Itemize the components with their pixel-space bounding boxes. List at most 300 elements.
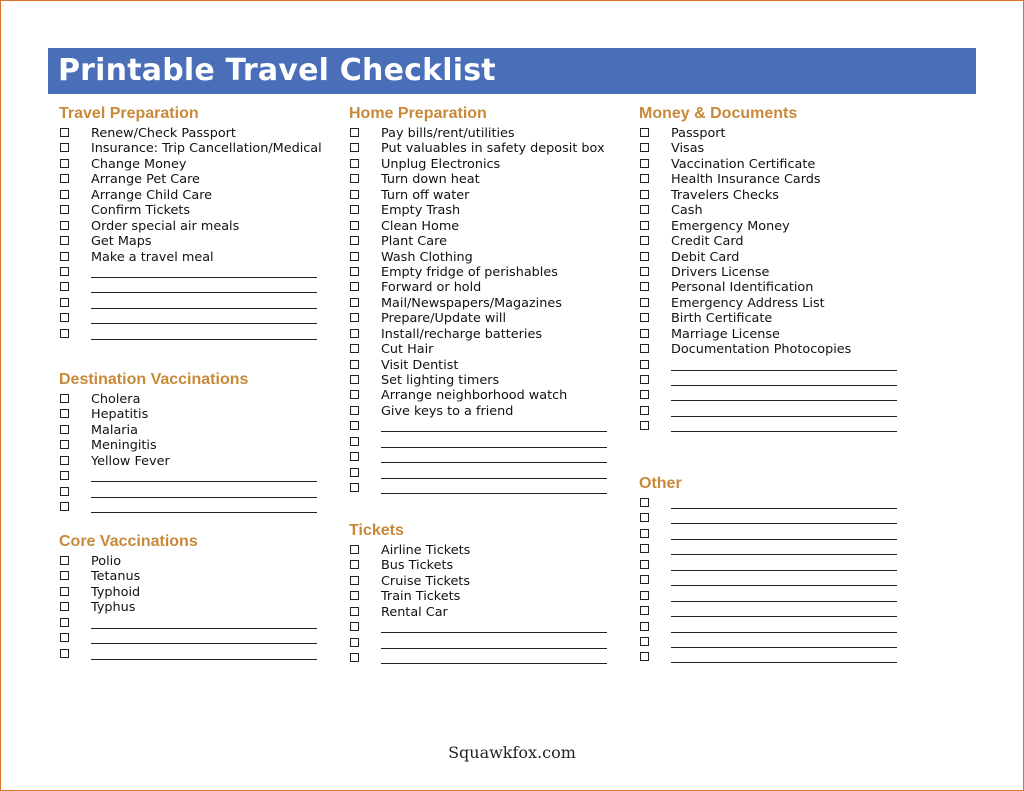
checklist-item bbox=[59, 250, 329, 265]
checklist-item bbox=[349, 466, 619, 481]
item-label: Credit Card bbox=[671, 234, 744, 250]
checkbox-icon[interactable] bbox=[640, 205, 649, 214]
item-label: Drivers License bbox=[671, 264, 770, 280]
checkbox-icon[interactable] bbox=[60, 602, 69, 611]
checklist-item bbox=[349, 450, 619, 465]
checklist-item bbox=[349, 373, 619, 388]
checklist-item bbox=[59, 126, 329, 141]
checklist-item bbox=[59, 280, 329, 295]
blank-write-line[interactable] bbox=[671, 385, 897, 386]
checklist-item bbox=[349, 157, 619, 172]
checkbox-icon[interactable] bbox=[640, 190, 649, 199]
checklist-item bbox=[349, 651, 619, 666]
checklist-item bbox=[349, 605, 619, 620]
item-label: Forward or hold bbox=[381, 280, 482, 296]
blank-write-line[interactable] bbox=[671, 647, 897, 648]
checkbox-icon[interactable] bbox=[60, 143, 69, 152]
checkbox-icon[interactable] bbox=[60, 159, 69, 168]
checkbox-icon[interactable] bbox=[640, 221, 649, 230]
section-destination-vaccinations bbox=[59, 369, 329, 516]
checkbox-icon[interactable] bbox=[350, 406, 359, 415]
checkbox-icon[interactable] bbox=[350, 267, 359, 276]
blank-write-line[interactable] bbox=[381, 663, 607, 664]
blank-write-line[interactable] bbox=[671, 585, 897, 586]
checkbox-icon[interactable] bbox=[60, 633, 69, 642]
checklist-item bbox=[639, 620, 909, 635]
checkbox-icon[interactable] bbox=[640, 575, 649, 584]
item-label: Cash bbox=[671, 203, 703, 219]
checklist-item bbox=[639, 589, 909, 604]
checklist bbox=[639, 496, 909, 666]
item-label: Documentation Photocopies bbox=[671, 342, 852, 358]
checkbox-icon[interactable] bbox=[640, 313, 649, 322]
section-heading: Travel Preparation bbox=[59, 105, 199, 122]
checkbox-icon[interactable] bbox=[350, 344, 359, 353]
checklist-item bbox=[639, 234, 909, 249]
checklist-item bbox=[639, 635, 909, 650]
checkbox-icon[interactable] bbox=[350, 221, 359, 230]
item-label: Emergency Address List bbox=[671, 295, 825, 311]
blank-write-line[interactable] bbox=[381, 447, 607, 448]
checkbox-icon[interactable] bbox=[60, 252, 69, 261]
checklist-item bbox=[349, 358, 619, 373]
section-heading: Home Preparation bbox=[349, 105, 487, 122]
blank-write-line[interactable] bbox=[91, 308, 317, 309]
page-title: Printable Travel Checklist bbox=[58, 53, 496, 88]
checklist-item bbox=[59, 500, 329, 515]
checkbox-icon[interactable] bbox=[640, 329, 649, 338]
checklist-item bbox=[639, 511, 909, 526]
section-heading: Core Vaccinations bbox=[59, 533, 198, 550]
item-label: Turn off water bbox=[381, 187, 470, 203]
checkbox-icon[interactable] bbox=[640, 591, 649, 600]
item-label: Clean Home bbox=[381, 218, 460, 234]
checkbox-icon[interactable] bbox=[350, 375, 359, 384]
checklist-item bbox=[59, 392, 329, 407]
checklist-item bbox=[639, 296, 909, 311]
item-label: Give keys to a friend bbox=[381, 403, 514, 419]
checklist-item bbox=[639, 327, 909, 342]
checklist-item bbox=[349, 188, 619, 203]
checkbox-icon[interactable] bbox=[60, 587, 69, 596]
item-label: Arrange neighborhood watch bbox=[381, 388, 568, 404]
checklist-item bbox=[349, 172, 619, 187]
checklist-item bbox=[639, 358, 909, 373]
checklist-item bbox=[639, 250, 909, 265]
checklist-item bbox=[59, 454, 329, 469]
item-label: Marriage License bbox=[671, 326, 780, 342]
section-heading: Money & Documents bbox=[639, 105, 798, 122]
blank-write-line[interactable] bbox=[91, 628, 317, 629]
checkbox-icon[interactable] bbox=[350, 390, 359, 399]
checklist-item bbox=[349, 234, 619, 249]
blank-write-line[interactable] bbox=[671, 370, 897, 371]
checkbox-icon[interactable] bbox=[350, 360, 359, 369]
section-travel-preparation bbox=[59, 103, 329, 342]
checklist-item bbox=[59, 188, 329, 203]
checkbox-icon[interactable] bbox=[350, 638, 359, 647]
checklist-item bbox=[349, 327, 619, 342]
checklist-item bbox=[349, 311, 619, 326]
checkbox-icon[interactable] bbox=[640, 298, 649, 307]
checkbox-icon[interactable] bbox=[640, 390, 649, 399]
checklist-item bbox=[639, 126, 909, 141]
item-label: Empty fridge of perishables bbox=[381, 264, 558, 280]
checkbox-icon[interactable] bbox=[640, 498, 649, 507]
blank-write-line[interactable] bbox=[381, 462, 607, 463]
checklist-item bbox=[349, 481, 619, 496]
checklist-item bbox=[349, 203, 619, 218]
checklist-item bbox=[349, 219, 619, 234]
checkbox-icon[interactable] bbox=[640, 375, 649, 384]
checklist-item bbox=[349, 589, 619, 604]
checkbox-icon[interactable] bbox=[350, 236, 359, 245]
checkbox-icon[interactable] bbox=[60, 190, 69, 199]
checkbox-icon[interactable] bbox=[350, 298, 359, 307]
checkbox-icon[interactable] bbox=[640, 174, 649, 183]
checkbox-icon[interactable] bbox=[350, 143, 359, 152]
checkbox-icon[interactable] bbox=[350, 653, 359, 662]
blank-write-line[interactable] bbox=[671, 523, 897, 524]
checkbox-icon[interactable] bbox=[350, 421, 359, 430]
blank-write-line[interactable] bbox=[381, 478, 607, 479]
checkbox-icon[interactable] bbox=[60, 425, 69, 434]
item-label: Meningitis bbox=[91, 438, 157, 454]
item-label: Cruise Tickets bbox=[381, 573, 470, 589]
section-money-documents bbox=[639, 103, 909, 435]
checklist-item bbox=[349, 342, 619, 357]
checklist-item bbox=[639, 650, 909, 665]
item-label: Airline Tickets bbox=[381, 543, 471, 558]
blank-write-line[interactable] bbox=[91, 323, 317, 324]
checkbox-icon[interactable] bbox=[60, 329, 69, 338]
section-heading: Tickets bbox=[349, 522, 404, 539]
footer-credit: Squawkfox.com bbox=[448, 743, 576, 762]
title-bar bbox=[48, 48, 976, 94]
checkbox-icon[interactable] bbox=[350, 252, 359, 261]
checkbox-icon[interactable] bbox=[60, 313, 69, 322]
blank-write-line[interactable] bbox=[381, 648, 607, 649]
checklist-item bbox=[639, 172, 909, 187]
checkbox-icon[interactable] bbox=[60, 409, 69, 418]
item-label: Plant Care bbox=[381, 234, 447, 250]
checkbox-icon[interactable] bbox=[60, 618, 69, 627]
item-label: Tetanus bbox=[91, 569, 141, 585]
checkbox-icon[interactable] bbox=[60, 440, 69, 449]
checkbox-icon[interactable] bbox=[60, 471, 69, 480]
checkbox-icon[interactable] bbox=[640, 159, 649, 168]
checkbox-icon[interactable] bbox=[60, 282, 69, 291]
item-label: Unplug Electronics bbox=[381, 156, 501, 172]
checklist-item bbox=[349, 620, 619, 635]
checklist-item bbox=[59, 585, 329, 600]
checkbox-icon[interactable] bbox=[60, 205, 69, 214]
checklist-item bbox=[59, 296, 329, 311]
section-other bbox=[639, 473, 909, 666]
checklist-item bbox=[639, 496, 909, 511]
item-label: Arrange Child Care bbox=[91, 187, 213, 203]
checklist-item bbox=[349, 574, 619, 589]
checkbox-icon[interactable] bbox=[60, 174, 69, 183]
checkbox-icon[interactable] bbox=[640, 267, 649, 276]
checklist-item bbox=[349, 141, 619, 156]
item-label: Wash Clothing bbox=[381, 249, 473, 265]
checkbox-icon[interactable] bbox=[640, 344, 649, 353]
checklist-item bbox=[639, 219, 909, 234]
checklist-item bbox=[59, 485, 329, 500]
checklist-item bbox=[639, 573, 909, 588]
item-label: Confirm Tickets bbox=[91, 203, 191, 219]
checklist-item bbox=[59, 172, 329, 187]
blank-write-line[interactable] bbox=[91, 643, 317, 644]
checkbox-icon[interactable] bbox=[640, 529, 649, 538]
checklist-item bbox=[349, 636, 619, 651]
checklist-item bbox=[59, 423, 329, 438]
checklist-item bbox=[59, 265, 329, 280]
checkbox-icon[interactable] bbox=[640, 282, 649, 291]
blank-write-line[interactable] bbox=[671, 508, 897, 509]
blank-write-line[interactable] bbox=[671, 400, 897, 401]
item-label: Visit Dentist bbox=[381, 357, 459, 373]
checklist-item bbox=[639, 188, 909, 203]
item-label: Malaria bbox=[91, 422, 138, 438]
item-label: Set lighting timers bbox=[381, 373, 500, 388]
blank-write-line[interactable] bbox=[381, 632, 607, 633]
checklist-item bbox=[59, 469, 329, 484]
checkbox-icon[interactable] bbox=[350, 128, 359, 137]
blank-write-line[interactable] bbox=[91, 277, 317, 278]
checklist bbox=[59, 392, 329, 516]
blank-write-line[interactable] bbox=[91, 292, 317, 293]
blank-write-line[interactable] bbox=[671, 616, 897, 617]
checklist-item bbox=[59, 141, 329, 156]
checklist-item bbox=[639, 388, 909, 403]
checklist-item bbox=[59, 219, 329, 234]
checklist-item bbox=[349, 543, 619, 558]
checklist-item bbox=[639, 342, 909, 357]
checkbox-icon[interactable] bbox=[60, 571, 69, 580]
item-label: Renew/Check Passport bbox=[91, 126, 236, 141]
checklist-item bbox=[639, 157, 909, 172]
checkbox-icon[interactable] bbox=[60, 502, 69, 511]
section-core-vaccinations bbox=[59, 531, 329, 662]
checklist-item bbox=[349, 404, 619, 419]
item-label: Insurance: Trip Cancellation/Medical bbox=[91, 141, 322, 157]
checklist-item bbox=[349, 265, 619, 280]
checklist-item bbox=[639, 558, 909, 573]
blank-write-line[interactable] bbox=[381, 493, 607, 494]
blank-write-line[interactable] bbox=[91, 512, 317, 513]
item-label: Prepare/Update will bbox=[381, 311, 507, 327]
checklist-item bbox=[639, 404, 909, 419]
checklist-item bbox=[639, 527, 909, 542]
checkbox-icon[interactable] bbox=[350, 622, 359, 631]
checkbox-icon[interactable] bbox=[350, 607, 359, 616]
checklist-item bbox=[639, 542, 909, 557]
checklist-item bbox=[59, 327, 329, 342]
checklist-item bbox=[59, 203, 329, 218]
checklist-item bbox=[349, 558, 619, 573]
checkbox-icon[interactable] bbox=[60, 128, 69, 137]
checklist bbox=[59, 554, 329, 662]
checklist-item bbox=[349, 435, 619, 450]
checkbox-icon[interactable] bbox=[60, 456, 69, 465]
item-label: Personal Identification bbox=[671, 280, 814, 296]
section-heading: Destination Vaccinations bbox=[59, 371, 249, 388]
checkbox-icon[interactable] bbox=[350, 282, 359, 291]
item-label: Typhus bbox=[91, 600, 136, 616]
checklist-item bbox=[59, 234, 329, 249]
item-label: Typhoid bbox=[91, 584, 141, 600]
checkbox-icon[interactable] bbox=[640, 513, 649, 522]
checkbox-icon[interactable] bbox=[350, 468, 359, 477]
checkbox-icon[interactable] bbox=[60, 649, 69, 658]
checklist-item bbox=[349, 388, 619, 403]
checklist-item bbox=[59, 311, 329, 326]
checkbox-icon[interactable] bbox=[640, 606, 649, 615]
checkbox-icon[interactable] bbox=[350, 329, 359, 338]
checkbox-icon[interactable] bbox=[640, 236, 649, 245]
checklist-item bbox=[59, 631, 329, 646]
section-home-preparation bbox=[349, 103, 619, 497]
item-label: Health Insurance Cards bbox=[671, 172, 821, 188]
checklist-item bbox=[59, 554, 329, 569]
checkbox-icon[interactable] bbox=[640, 360, 649, 369]
item-label: Bus Tickets bbox=[381, 558, 454, 574]
item-label: Put valuables in safety deposit box bbox=[381, 141, 605, 157]
checklist-item bbox=[59, 407, 329, 422]
checkbox-icon[interactable] bbox=[350, 560, 359, 569]
section-tickets bbox=[349, 520, 619, 667]
blank-write-line[interactable] bbox=[91, 659, 317, 660]
checklist-item bbox=[59, 600, 329, 615]
item-label: Vaccination Certificate bbox=[671, 156, 816, 172]
checkbox-icon[interactable] bbox=[60, 221, 69, 230]
checklist bbox=[349, 126, 619, 497]
checkbox-icon[interactable] bbox=[350, 313, 359, 322]
blank-write-line[interactable] bbox=[671, 632, 897, 633]
item-label: Install/recharge batteries bbox=[381, 326, 543, 342]
item-label: Travelers Checks bbox=[671, 187, 779, 203]
item-label: Hepatitis bbox=[91, 407, 149, 423]
checkbox-icon[interactable] bbox=[350, 452, 359, 461]
checklist-item bbox=[59, 616, 329, 631]
blank-write-line[interactable] bbox=[671, 554, 897, 555]
item-label: Mail/Newspapers/Magazines bbox=[381, 295, 562, 311]
checkbox-icon[interactable] bbox=[640, 406, 649, 415]
checklist bbox=[349, 543, 619, 667]
checkbox-icon[interactable] bbox=[60, 556, 69, 565]
item-label: Train Tickets bbox=[381, 589, 461, 605]
checkbox-icon[interactable] bbox=[350, 159, 359, 168]
checkbox-icon[interactable] bbox=[640, 637, 649, 646]
checkbox-icon[interactable] bbox=[60, 267, 69, 276]
checkbox-icon[interactable] bbox=[640, 143, 649, 152]
checklist bbox=[59, 126, 329, 342]
item-label: Cut Hair bbox=[381, 342, 434, 358]
item-label: Debit Card bbox=[671, 249, 740, 265]
checklist-item bbox=[349, 280, 619, 295]
checklist-item bbox=[639, 141, 909, 156]
blank-write-line[interactable] bbox=[671, 416, 897, 417]
checklist-item bbox=[639, 311, 909, 326]
checkbox-icon[interactable] bbox=[640, 652, 649, 661]
checkbox-icon[interactable] bbox=[60, 394, 69, 403]
blank-write-line[interactable] bbox=[381, 431, 607, 432]
checklist-item bbox=[639, 419, 909, 434]
checklist-item bbox=[59, 157, 329, 172]
checkbox-icon[interactable] bbox=[640, 560, 649, 569]
item-label: Emergency Money bbox=[671, 218, 790, 234]
section-heading: Other bbox=[639, 475, 682, 492]
blank-write-line[interactable] bbox=[671, 431, 897, 432]
checkbox-icon[interactable] bbox=[640, 622, 649, 631]
checklist-item bbox=[639, 265, 909, 280]
checklist-item bbox=[349, 296, 619, 311]
checkbox-icon[interactable] bbox=[350, 576, 359, 585]
checkbox-icon[interactable] bbox=[350, 591, 359, 600]
checklist-item bbox=[59, 569, 329, 584]
checklist-item bbox=[349, 419, 619, 434]
item-label: Change Money bbox=[91, 156, 187, 172]
item-label: Order special air meals bbox=[91, 218, 240, 234]
checkbox-icon[interactable] bbox=[350, 437, 359, 446]
item-label: Rental Car bbox=[381, 604, 448, 620]
checklist bbox=[639, 126, 909, 435]
blank-write-line[interactable] bbox=[91, 497, 317, 498]
checkbox-icon[interactable] bbox=[350, 190, 359, 199]
blank-write-line[interactable] bbox=[671, 539, 897, 540]
item-label: Arrange Pet Care bbox=[91, 172, 200, 188]
item-label: Yellow Fever bbox=[91, 453, 170, 469]
checkbox-icon[interactable] bbox=[60, 236, 69, 245]
checkbox-icon[interactable] bbox=[60, 298, 69, 307]
item-label: Pay bills/rent/utilities bbox=[381, 126, 515, 141]
checklist-item bbox=[59, 438, 329, 453]
checkbox-icon[interactable] bbox=[640, 421, 649, 430]
checklist-item bbox=[639, 203, 909, 218]
item-label: Empty Trash bbox=[381, 203, 461, 219]
item-label: Passport bbox=[671, 126, 726, 141]
checkbox-icon[interactable] bbox=[350, 174, 359, 183]
blank-write-line[interactable] bbox=[671, 601, 897, 602]
checklist-item bbox=[349, 250, 619, 265]
item-label: Get Maps bbox=[91, 234, 152, 250]
item-label: Cholera bbox=[91, 392, 141, 407]
checkbox-icon[interactable] bbox=[350, 205, 359, 214]
checkbox-icon[interactable] bbox=[640, 128, 649, 137]
checkbox-icon[interactable] bbox=[350, 545, 359, 554]
checkbox-icon[interactable] bbox=[640, 252, 649, 261]
item-label: Turn down heat bbox=[381, 172, 480, 188]
checklist-item bbox=[639, 604, 909, 619]
item-label: Visas bbox=[671, 141, 705, 157]
item-label: Polio bbox=[91, 554, 122, 569]
checkbox-icon[interactable] bbox=[60, 487, 69, 496]
item-label: Make a travel meal bbox=[91, 249, 214, 265]
item-label: Birth Certificate bbox=[671, 311, 773, 327]
blank-write-line[interactable] bbox=[91, 481, 317, 482]
blank-write-line[interactable] bbox=[91, 339, 317, 340]
checklist-item bbox=[349, 126, 619, 141]
checklist-item bbox=[639, 280, 909, 295]
checkbox-icon[interactable] bbox=[640, 544, 649, 553]
checkbox-icon[interactable] bbox=[350, 483, 359, 492]
blank-write-line[interactable] bbox=[671, 662, 897, 663]
checklist-item bbox=[639, 373, 909, 388]
blank-write-line[interactable] bbox=[671, 570, 897, 571]
checklist-item bbox=[59, 647, 329, 662]
